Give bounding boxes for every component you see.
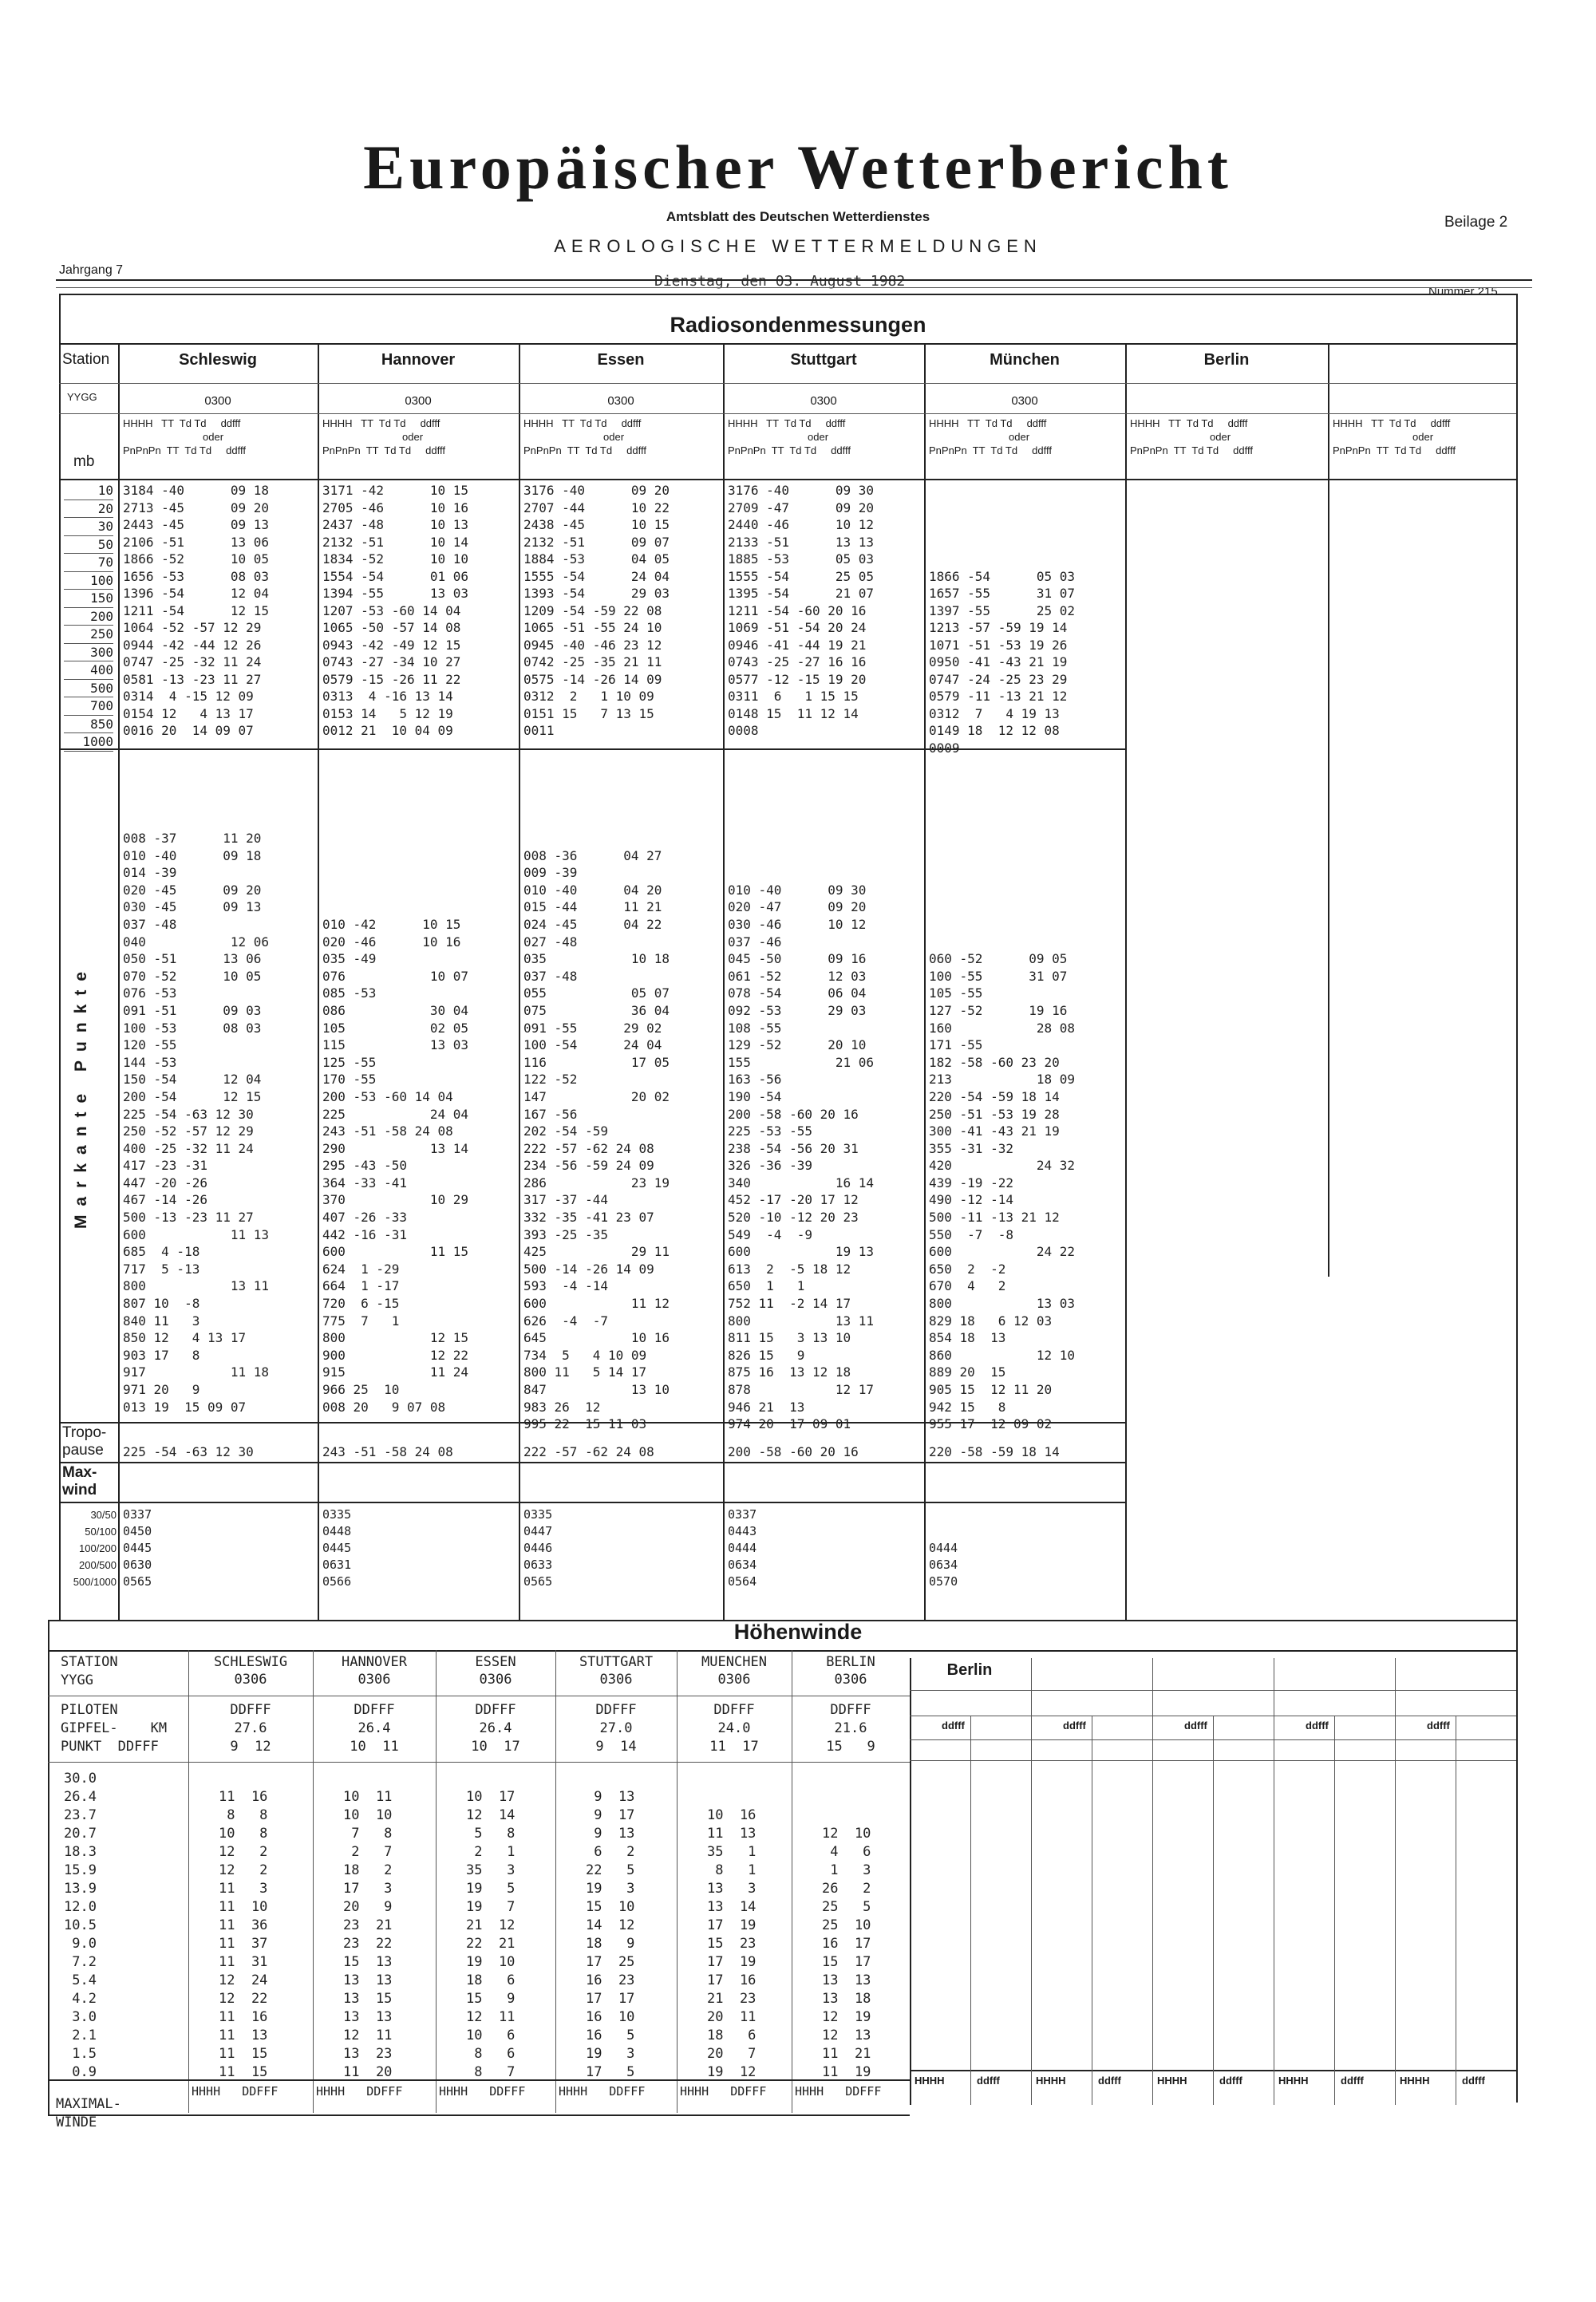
- layer-data: 0335 0447 0446 0633 0565: [523, 1507, 553, 1589]
- station-name: Essen: [597, 351, 645, 369]
- hw-punkt: 11 17: [709, 1739, 759, 1755]
- hw-gipfel: 26.4: [358, 1720, 391, 1736]
- hw-ddfff-label: DDFFF: [230, 1702, 271, 1718]
- station-time: 0300: [405, 394, 432, 408]
- station-name: München: [990, 351, 1060, 369]
- hw-station-time: 0306: [234, 1672, 267, 1688]
- pressure-level: 150: [64, 590, 113, 608]
- pressure-level: 300: [64, 644, 113, 662]
- layer-label: 50/100: [85, 1526, 117, 1538]
- hw-station-name: BERLIN: [826, 1654, 875, 1670]
- pressure-level: 20: [64, 500, 113, 519]
- right-max-ddfff: ddfff: [1098, 2075, 1121, 2087]
- page-title: Europäischer Wetterbericht: [363, 132, 1233, 202]
- max-wind-header: HHHH DDFFF: [795, 2084, 882, 2099]
- max-wind-header: HHHH DDFFF: [192, 2084, 279, 2099]
- column-header: HHHH TT Td Td ddfff oder PnPnPn TT Td Td ddfff: [322, 417, 445, 456]
- hw-wind-column: 10 17 12 14 5 8 2 1 35 3 19 5 19 7 21 12 22 21 19 10 18 6 15 9 12 11 10 6 8 6 8 7: [466, 1789, 516, 2080]
- issue-number: Nummer 215: [1428, 285, 1498, 298]
- hw-wind-column: 9 13 9 17 9 13 6 2 22 5 19 3 15 10 14 12 18 9 17 25 16 23 17 17 16 10 16 5 19 3 17 5: [586, 1789, 635, 2080]
- maxwind-label: Max- wind: [62, 1464, 97, 1498]
- right-max-ddfff: ddfff: [1462, 2075, 1485, 2087]
- hw-station-name: MUENCHEN: [701, 1654, 767, 1670]
- layer-data: 0337 0450 0445 0630 0565: [123, 1507, 152, 1589]
- maximal-winde-label: MAXIMAL- WINDE: [56, 2096, 121, 2130]
- hw-station-time: 0306: [834, 1672, 867, 1688]
- pressure-level: 70: [64, 554, 113, 572]
- column-header: HHHH TT Td Td ddfff oder PnPnPn TT Td Td ddfff: [728, 417, 851, 456]
- masthead-rule: [56, 279, 1532, 281]
- hw-station-time: 0306: [717, 1672, 751, 1688]
- layer-label: 200/500: [79, 1559, 117, 1571]
- pressure-levels: [64, 482, 113, 752]
- right-max-hhhh: HHHH: [1278, 2075, 1309, 2087]
- hw-wind-column: 11 16 8 8 10 8 12 2 12 2 11 3 11 10 11 36 11 37 11 31 12 24 12 22 11 16 11 13 11 15 11 15: [219, 1789, 268, 2080]
- right-max-hhhh: HHHH: [1036, 2075, 1066, 2087]
- station-name: Hannover: [381, 351, 456, 369]
- right-ddfff-header: ddfff: [1063, 1720, 1086, 1731]
- markante-data: 008 -36 04 27 009 -39 010 -40 04 20 015 -44 11 21 024 -45 04 22 027 -48 035 10 18 037 -48 055 05 07 075 36 04 091 -55 29 02 100 -54 24 04 116 17 05 122 -52 147 20 02 167 -56 202 -54 -59 222 -57 -62 24 08 234 -56 -59 24 09 286 23 19 317 -37 -44 332 -35 -41 23 07 393 -25 -35 425 29 11 500 -14 -26 14 09 593 -4 -14 600 11 12 626 -4 -7 645 10 16 734 5 4 10 09 800 11 5 14 17 847 13 10 983 26 12 995 22 15 11 03: [523, 847, 670, 1432]
- tropopause-data: 200 -58 -60 20 16: [728, 1444, 859, 1459]
- hw-ddfff-label: DDFFF: [475, 1702, 516, 1718]
- level-data: 3176 -40 09 30 2709 -47 09 20 2440 -46 10 12 2133 -51 13 13 1885 -53 05 03 1555 -54 25 05 1395 -54 21 07 1211 -54 -60 20 16 1069 -51 -54 20 24 0946 -41 -44 19 21 0743 -25 -27 16 16 0577 -12 -15 19 20 0311 6 1 15 15 0148 15 11 12 14 0008: [728, 483, 875, 738]
- subtitle: Amtsblatt des Deutschen Wetterdienstes: [666, 209, 930, 224]
- station-time: 0300: [1011, 394, 1038, 408]
- section-label: AEROLOGISCHE WETTERMELDUNGEN: [554, 236, 1042, 256]
- max-wind-header: HHHH DDFFF: [559, 2084, 646, 2099]
- station-time: 0300: [810, 394, 837, 408]
- layer-data: 0335 0448 0445 0631 0566: [322, 1507, 352, 1589]
- pressure-level: 700: [64, 697, 113, 716]
- right-max-hhhh: HHHH: [1400, 2075, 1430, 2087]
- pressure-level: 50: [64, 536, 113, 555]
- level-data: 3171 -42 10 15 2705 -46 10 16 2437 -48 10 13 2132 -51 10 14 1834 -52 10 10 1554 -54 01 06 1394 -55 13 03 1207 -53 -60 14 04 1065 -50 -57 14 08 0943 -42 -49 12 15 0743 -27 -34 10 27 0579 -15 -26 11 22 0313 4 -16 13 14 0153 14 5 12 19 0012 21 10 04 09: [322, 483, 469, 738]
- hw-gipfel: 27.0: [599, 1720, 633, 1736]
- station-time: 0300: [607, 394, 634, 408]
- tropopause-data: 225 -54 -63 12 30: [123, 1444, 254, 1459]
- hw-gipfel: 27.6: [234, 1720, 267, 1736]
- right-ddfff-header: ddfff: [1184, 1720, 1207, 1731]
- hw-punkt: 10 11: [350, 1739, 399, 1755]
- hw-wind-column: 10 16 11 13 35 1 8 1 13 3 13 14 17 19 15 23 17 19 17 16 21 23 20 11 18 6 20 7 19 12: [707, 1807, 757, 2080]
- station-name: Berlin: [1203, 351, 1250, 369]
- right-ddfff-header: ddfff: [1427, 1720, 1450, 1731]
- column-header: HHHH TT Td Td ddfff oder PnPnPn TT Td Td ddfff: [929, 417, 1052, 456]
- berlin-label: Berlin: [946, 1661, 993, 1679]
- level-data: 3184 -40 09 18 2713 -45 09 20 2443 -45 09 13 2106 -51 13 06 1866 -52 10 05 1656 -53 08 03 1396 -54 12 04 1211 -54 12 15 1064 -52 -57 12 29 0944 -42 -44 12 26 0747 -25 -32 11 24 0581 -13 -23 11 27 0314 4 -15 12 09 0154 12 4 13 17 0016 20 14 09 07: [123, 483, 270, 738]
- date-label: Dienstag, den 03. August 1982: [654, 273, 906, 290]
- pressure-level: 30: [64, 518, 113, 536]
- hw-station-name: HANNOVER: [342, 1654, 407, 1670]
- hw-gipfel: 21.6: [834, 1720, 867, 1736]
- right-max-ddfff: ddfff: [977, 2075, 1000, 2087]
- markante-data: 060 -52 09 05 100 -55 31 07 105 -55 127 -52 19 16 160 28 08 171 -55 182 -58 -60 23 20 213 18 09 220 -54 -59 18 14 250 -51 -53 19 28 300 -41 -43 21 19 355 -31 -32 420 24 32 439 -19 -22 490 -12 -14 500 -11 -13 21 12 550 -7 -8 600 24 22 650 2 -2 670 4 2 800 13 03 829 18 6 12 03 854 18 13 860 12 10 889 20 15 905 15 12 11 20 942 15 8 955 17 12 09 02: [929, 951, 1076, 1432]
- station-name: Schleswig: [179, 351, 257, 369]
- right-max-hhhh: HHHH: [1157, 2075, 1187, 2087]
- beilage-label: Beilage 2: [1444, 214, 1508, 231]
- column-header: HHHH TT Td Td ddfff oder PnPnPn TT Td Td ddfff: [123, 417, 246, 456]
- hw-punkt: 9 14: [595, 1739, 637, 1755]
- hw-station-name: ESSEN: [475, 1654, 516, 1670]
- height-column: 30.0 26.4 23.7 20.7 18.3 15.9 13.9 12.0 10.5 9.0 7.2 5.4 4.2 3.0 2.1 1.5 0.9: [64, 1771, 97, 2080]
- layer-data: 0337 0443 0444 0634 0564: [728, 1507, 757, 1589]
- max-wind-header: HHHH DDFFF: [680, 2084, 767, 2099]
- markante-data: 010 -40 09 30 020 -47 09 20 030 -46 10 12 037 -46 045 -50 09 16 061 -52 12 03 078 -54 06 04 092 -53 29 03 108 -55 129 -52 20 10 155 21 06 163 -56 190 -54 200 -58 -60 20 16 225 -53 -55 238 -54 -56 20 31 326 -36 -39 340 16 14 452 -17 -20 17 12 520 -10 -12 20 23 549 -4 -9 600 19 13 613 2 -5 18 12 650 1 1 752 11 -2 14 17 800 13 11 811 15 3 13 10 826 15 9 875 16 13 12 18 878 12 17 946 21 13 974 20 17 09 01: [728, 882, 875, 1432]
- pressure-level: 10: [64, 482, 113, 500]
- markante-data: 008 -37 11 20 010 -40 09 18 014 -39 020 -45 09 20 030 -45 09 13 037 -48 040 12 06 050 -51 13 06 070 -52 10 05 076 -53 091 -51 09 03 100 -53 08 03 120 -55 144 -53 150 -54 12 04 200 -54 12 15 225 -54 -63 12 30 250 -52 -57 12 29 400 -25 -32 11 24 417 -23 -31 447 -20 -26 467 -14 -26 500 -13 -23 11 27 600 11 13 685 4 -18 717 5 -13 800 13 11 807 10 -8 840 11 3 850 12 4 13 17 903 17 8 917 11 18 971 20 9 013 19 15 09 07: [123, 831, 270, 1415]
- pressure-level: 850: [64, 716, 113, 734]
- hw-ddfff-label: DDFFF: [830, 1702, 871, 1718]
- hw-station-time: 0306: [358, 1672, 391, 1688]
- hw-wind-column: 12 10 4 6 1 3 26 2 25 5 25 10 16 17 15 17 13 13 13 18 12 19 12 13 11 21 11 19: [822, 1826, 871, 2080]
- station-time: 0300: [204, 394, 231, 408]
- tropopause-data: 220 -58 -59 18 14: [929, 1444, 1060, 1459]
- hw-ddfff-label: DDFFF: [354, 1702, 395, 1718]
- radiosonde-heading: Radiosondenmessungen: [670, 313, 926, 337]
- layer-labels: [61, 1506, 117, 1590]
- station-name: Stuttgart: [790, 351, 857, 369]
- layer-label: 500/1000: [73, 1576, 117, 1588]
- hw-ddfff-label: DDFFF: [713, 1702, 755, 1718]
- layer-label: 30/50: [90, 1509, 117, 1521]
- masthead-rule-2: [56, 287, 1532, 288]
- markante-data: 010 -42 10 15 020 -46 10 16 035 -49 076 10 07 085 -53 086 30 04 105 02 05 115 13 03 125 -55 170 -55 200 -53 -60 14 04 225 24 04 243 -51 -58 24 08 290 13 14 295 -43 -50 364 -33 -41 370 10 29 407 -26 -33 442 -16 -31 600 11 15 624 1 -29 664 1 -17 720 6 -15 775 7 1 800 12 15 900 12 22 915 11 24 966 25 10 008 20 9 07 08: [322, 916, 469, 1415]
- hw-ddfff-label: DDFFF: [595, 1702, 637, 1718]
- jahrgang-label: Jahrgang 7: [59, 263, 124, 277]
- column-header: HHHH TT Td Td ddfff oder PnPnPn TT Td Td ddfff: [1130, 417, 1253, 456]
- piloten-label: PILOTEN GIPFEL- KM PUNKT DDFFF: [61, 1702, 168, 1755]
- hw-punkt: 15 9: [826, 1739, 875, 1755]
- pressure-level: 100: [64, 572, 113, 590]
- column-header: HHHH TT Td Td ddfff oder PnPnPn TT Td Td ddfff: [523, 417, 646, 456]
- max-wind-header: HHHH DDFFF: [316, 2084, 403, 2099]
- right-ddfff-header: ddfff: [1306, 1720, 1329, 1731]
- hoehenwinde-heading: Höhenwinde: [733, 1620, 863, 1644]
- yygg-label: YYGG: [67, 391, 97, 403]
- station-label: Station: [62, 351, 110, 368]
- layer-data: 0444 0634 0570: [929, 1541, 958, 1589]
- level-data: 3176 -40 09 20 2707 -44 10 22 2438 -45 10 15 2132 -51 09 07 1884 -53 04 05 1555 -54 24 04 1393 -54 29 03 1209 -54 -59 22 08 1065 -51 -55 24 10 0945 -40 -46 23 12 0742 -25 -35 21 11 0575 -14 -26 14 09 0312 2 1 10 09 0151 15 7 13 15 0011: [523, 483, 670, 738]
- pressure-level: 1000: [64, 733, 113, 752]
- right-max-ddfff: ddfff: [1341, 2075, 1364, 2087]
- station-yygg-label: STATION YYGG: [61, 1654, 118, 1688]
- hw-gipfel: 26.4: [479, 1720, 512, 1736]
- hw-station-name: STUTTGART: [579, 1654, 654, 1670]
- markante-punkte-label: Markante Punkte: [72, 962, 90, 1229]
- mb-label: mb: [73, 453, 95, 470]
- hw-station-name: SCHLESWIG: [213, 1654, 288, 1670]
- right-max-ddfff: ddfff: [1219, 2075, 1242, 2087]
- right-max-hhhh: HHHH: [915, 2075, 945, 2087]
- pressure-level: 500: [64, 680, 113, 698]
- hw-wind-column: 10 11 10 10 7 8 2 7 18 2 17 3 20 9 23 21 23 22 15 13 13 13 13 15 13 13 12 11 13 23 11 20: [343, 1789, 393, 2080]
- tropopause-label: Tropo- pause: [62, 1424, 107, 1459]
- column-header: HHHH TT Td Td ddfff oder PnPnPn TT Td Td ddfff: [1333, 417, 1456, 456]
- hw-punkt: 9 12: [230, 1739, 271, 1755]
- hw-station-time: 0306: [479, 1672, 512, 1688]
- pressure-level: 200: [64, 608, 113, 626]
- level-data: 1866 -54 05 03 1657 -55 31 07 1397 -55 25 02 1213 -57 -59 19 14 1071 -51 -53 19 26 0950 -41 -43 21 19 0747 -24 -25 23 29 0579 -11 -13 21 12 0312 7 4 19 13 0149 18 12 12 08 0009: [929, 568, 1076, 756]
- hw-station-time: 0306: [599, 1672, 633, 1688]
- tropopause-data: 243 -51 -58 24 08: [322, 1444, 453, 1459]
- pressure-level: 250: [64, 626, 113, 644]
- max-wind-header: HHHH DDFFF: [439, 2084, 526, 2099]
- layer-label: 100/200: [79, 1542, 117, 1554]
- right-ddfff-header: ddfff: [942, 1720, 965, 1731]
- hw-punkt: 10 17: [471, 1739, 520, 1755]
- tropopause-data: 222 -57 -62 24 08: [523, 1444, 654, 1459]
- hw-gipfel: 24.0: [717, 1720, 751, 1736]
- pressure-level: 400: [64, 661, 113, 680]
